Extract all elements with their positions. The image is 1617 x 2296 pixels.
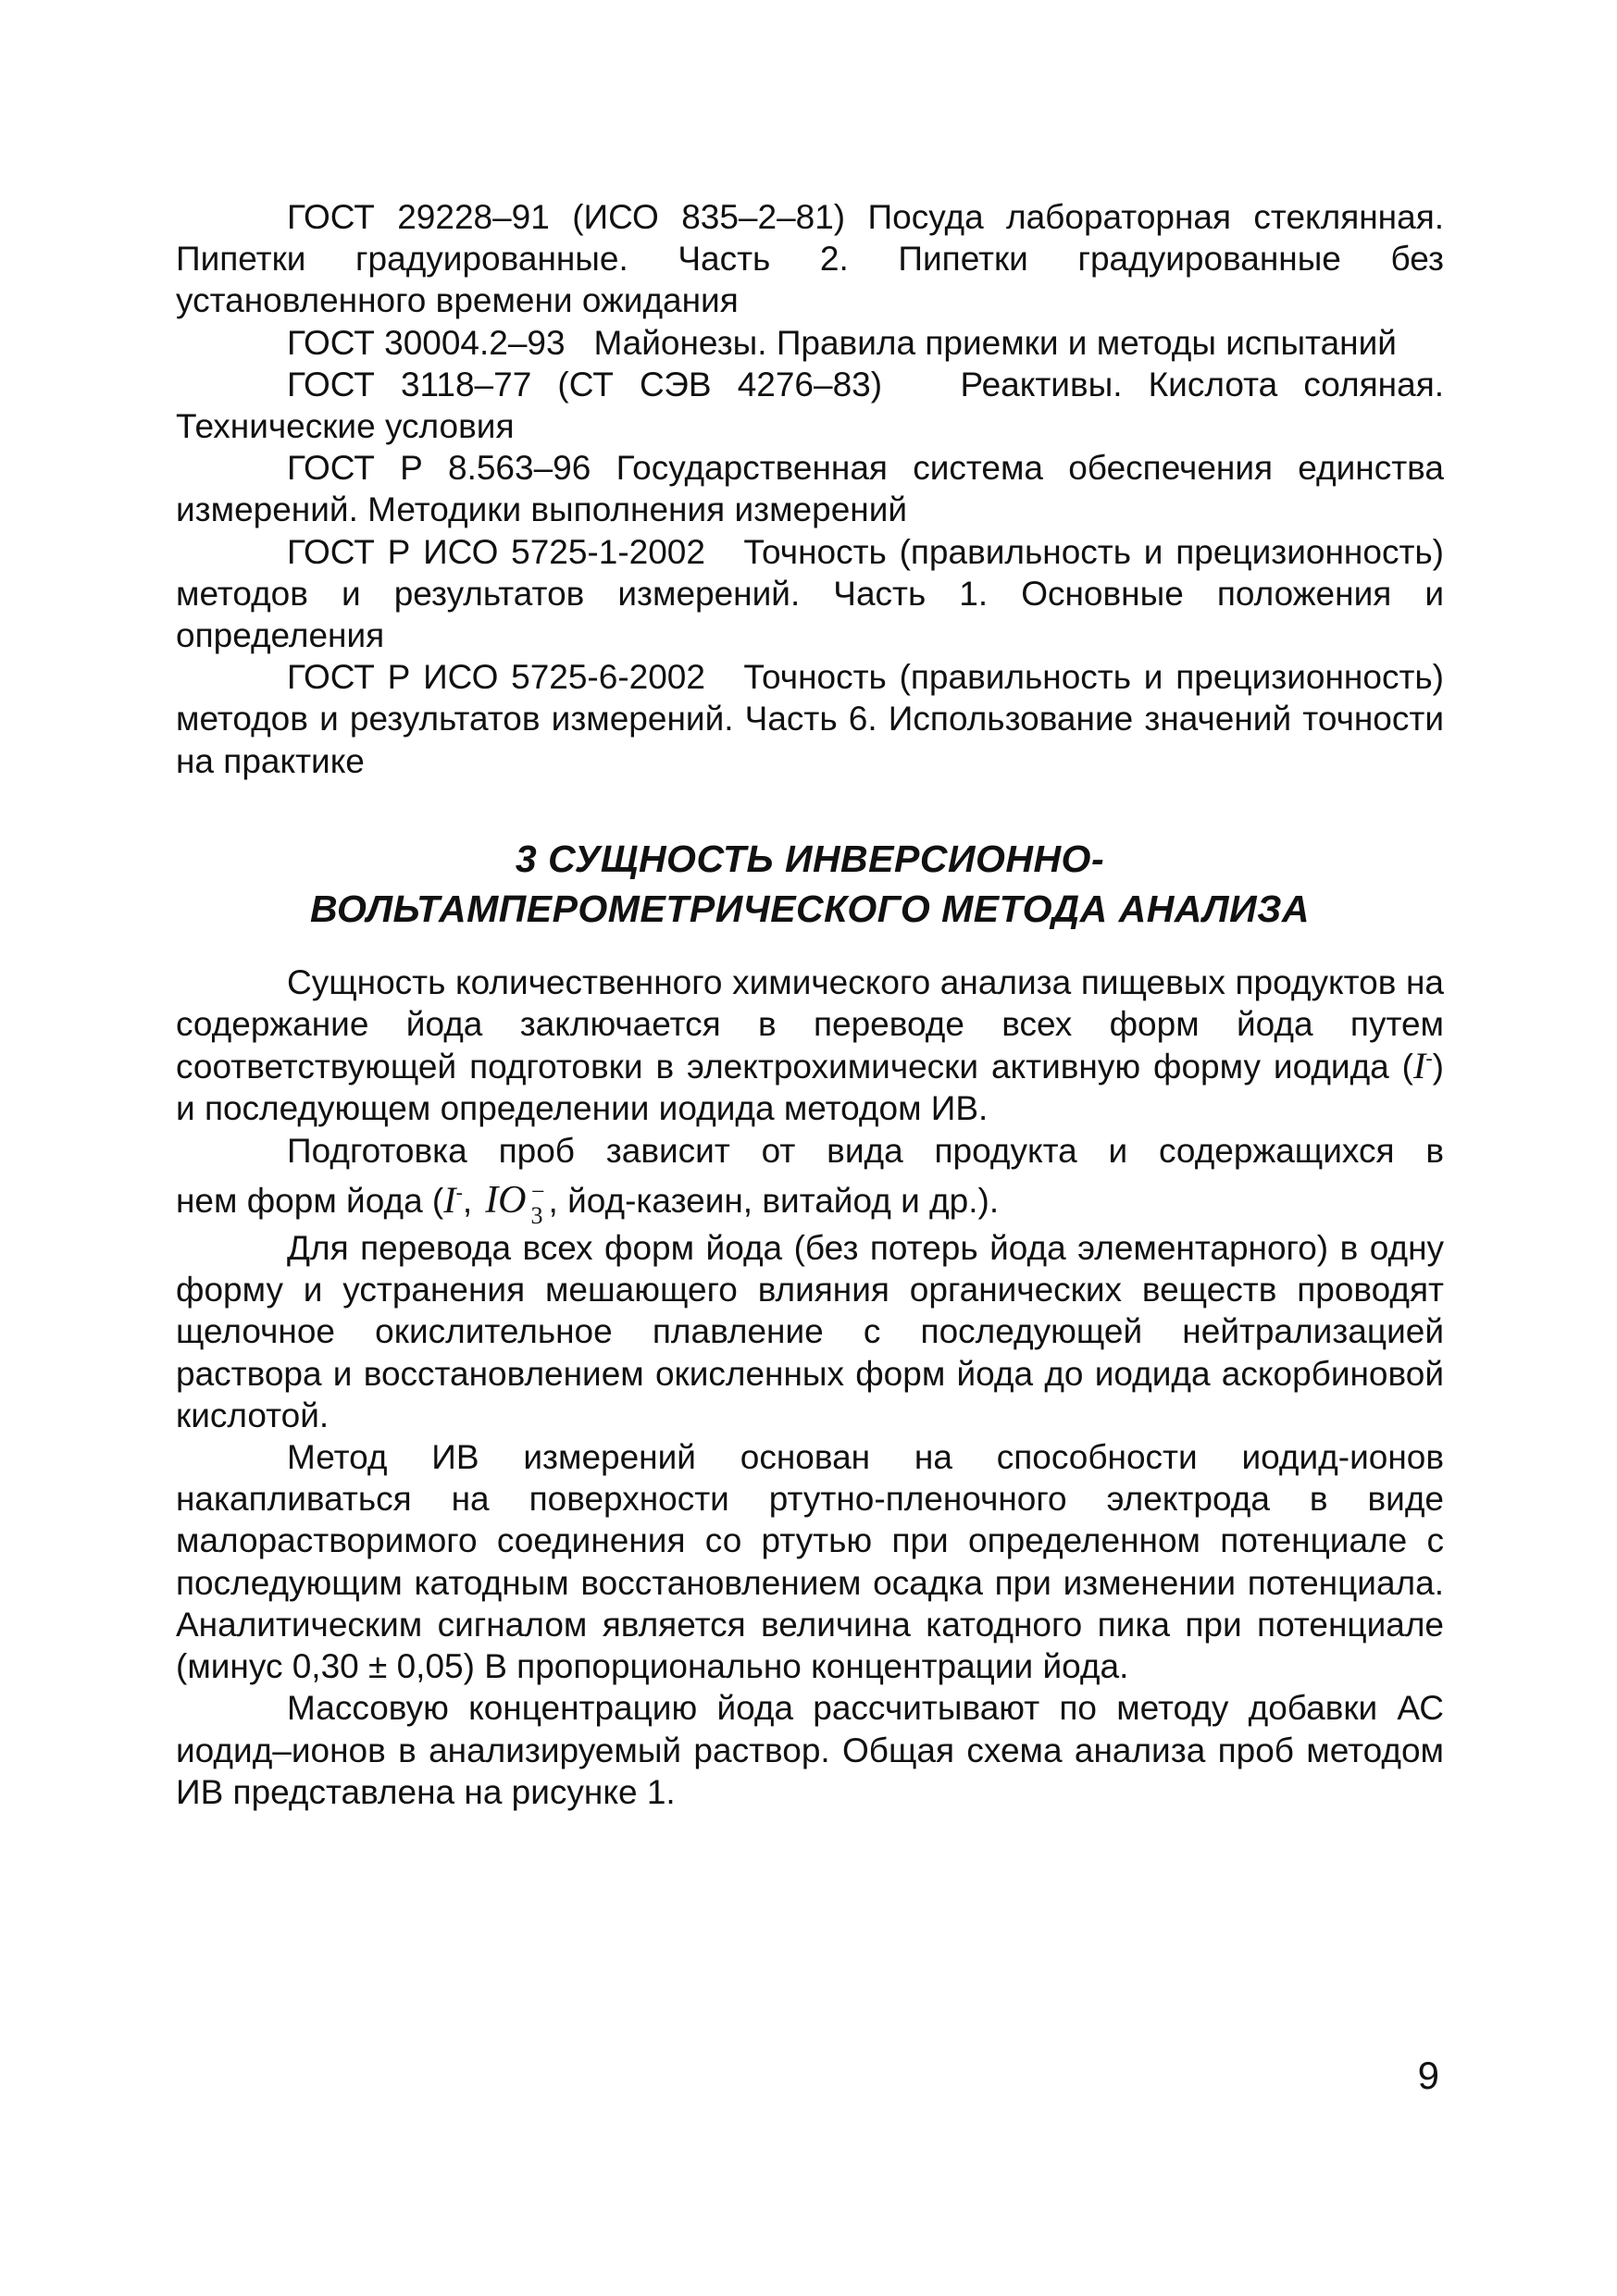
reference-title: Посуда лабораторная стеклянная. Пипетки градуированные. Часть 2. Пипетки градуированные без установленного времени ожидания (176, 198, 1445, 320)
reference-code: ГОСТ Р ИСО 5725-1-2002 (287, 532, 705, 571)
paragraph (176, 962, 1444, 1130)
reference-code: ГОСТ 30004.2–93 (287, 323, 566, 362)
section-body (176, 962, 1444, 1813)
reference-item (176, 656, 1444, 782)
iodate-formula (472, 1177, 548, 1229)
reference-title: Точность (правильность и прецизионность) методов и результатов измерений. Часть 1. Основные положения и определения (176, 532, 1444, 655)
reference-item (176, 196, 1444, 322)
iodide-formula (443, 1179, 463, 1221)
normative-references-list (176, 196, 1444, 782)
paragraph-text: нем форм йода ( (176, 1181, 444, 1220)
section-heading (176, 834, 1444, 934)
reference-item (176, 322, 1444, 364)
reference-title: Точность (правильность и прецизионность) методов и результатов измерений. Часть 6. Использование значений точности на практике (176, 658, 1444, 780)
formula-subscript: 3 (530, 1201, 543, 1229)
formula-symbol: I (1413, 1045, 1426, 1087)
formula-charge: − (530, 1177, 545, 1205)
formula-charge: - (1425, 1046, 1433, 1070)
paragraph: Для перевода всех форм йода (без потерь йода элементарного) в одну форму и устранения мешающего влияния органических веществ проводят щелочное окислительное плавление с последующей нейтрализацией раствора и восстановлением окисленных форм йода до иодида аскорбиновой кислотой. (176, 1229, 1444, 1434)
paragraph: Метод ИВ измерений основан на способности иодид-ионов накапливаться на поверхности ртутно-пленочного электрода в виде малорастворимого соединения со ртутью при определенном потенциале с последующим катодным восстановлением осадка при изменении потенциала. Аналитическим сигналом является величина катодного пика при потенциале (минус 0,30 ± 0,05) В пропорционально концентрации йода. (176, 1438, 1444, 1686)
reference-item (176, 531, 1444, 657)
section-heading-line: ВОЛЬТАМПЕРОМЕТРИЧЕСКОГО МЕТОДА АНАЛИЗА (309, 887, 1311, 930)
paragraph (176, 1130, 1444, 1172)
paragraph-text: ) и последующем определении иодида методом ИВ. (176, 1048, 1444, 1128)
reference-title: Государственная система обеспечения единства измерений. Методики выполнения измерений (176, 449, 1444, 529)
page-content (176, 196, 1444, 1813)
reference-title: Майонезы. Правила приемки и методы испытаний (593, 323, 1397, 362)
formula-symbol: IO (485, 1178, 527, 1222)
paragraph-continuation: нем форм йода (I-, IO − 3 , йод-казеин, витайод и др.). (176, 1179, 1444, 1222)
iodide-formula (1413, 1045, 1433, 1086)
page-number: 9 (1417, 2054, 1439, 2097)
reference-code: ГОСТ 29228–91 (ИСО 835–2–81) (287, 198, 846, 236)
paragraph-text: Подготовка проб зависит от вида продукта и содержащихся в (287, 1131, 1444, 1170)
reference-code: ГОСТ Р 8.563–96 (287, 449, 591, 488)
formula-symbol: I (443, 1178, 456, 1221)
reference-code: ГОСТ Р ИСО 5725-6-2002 (287, 658, 705, 697)
paragraph: Массовую концентрацию йода рассчитывают по методу добавки АС иодид–ионов в анализируемый раствор. Общая схема анализа проб методом ИВ представлена на рисунке 1. (176, 1689, 1444, 1811)
section-heading-line: 3 СУЩНОСТЬ ИНВЕРСИОННО- (515, 837, 1105, 880)
reference-title: Реактивы. Кислота соляная. Технические условия (176, 365, 1445, 446)
paragraph-text: , йод-казеин, витайод и др.). (548, 1181, 1000, 1220)
reference-item (176, 364, 1444, 447)
formula-charge: - (455, 1180, 463, 1204)
reference-item (176, 447, 1444, 530)
reference-code: ГОСТ 3118–77 (СТ СЭВ 4276–83) (287, 365, 883, 403)
paragraph-text: Сущность количественного химического анализа пищевых продуктов на содержание йода заключается в переводе всех форм йода путем соответствующей подготовки в электрохимически активную форму иодида ( (176, 962, 1444, 1086)
